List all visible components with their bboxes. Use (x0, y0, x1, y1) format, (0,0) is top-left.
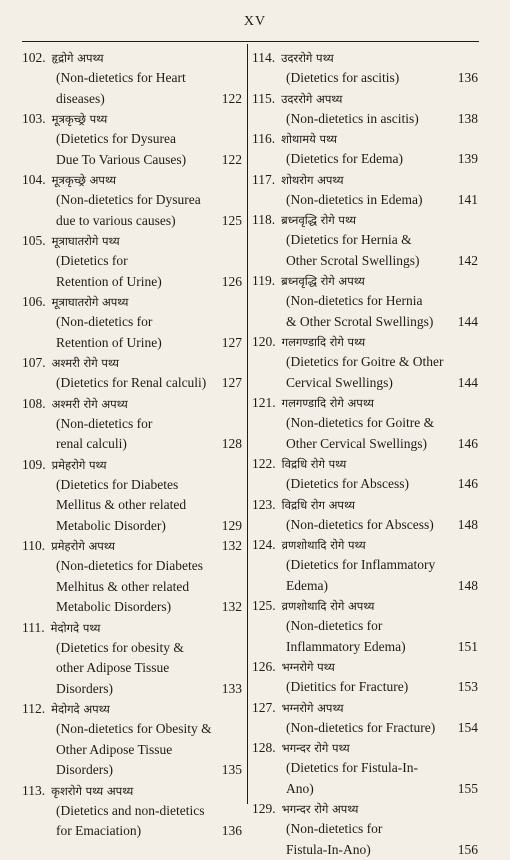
toc-entry (22, 394, 244, 455)
entry-heading (22, 292, 244, 312)
entry-english-line: Retention of Urine) 126 (22, 272, 244, 293)
page-number: XV (0, 14, 510, 30)
toc-entry (252, 332, 480, 393)
entry-heading (22, 618, 244, 638)
entry-hindi-title: भगन्दर रोगे पथ्य (282, 741, 350, 755)
entry-english-line: (Non-dietetics in Edema) 141 (252, 190, 480, 211)
entry-page-number: 148 (458, 515, 478, 536)
entry-number: 103. (22, 109, 46, 129)
entry-english-line: (Dietetics for ascitis) 136 (252, 68, 480, 89)
entry-english-line: Mellitus & other related (22, 495, 244, 516)
entry-heading (22, 455, 244, 475)
entry-number: 128. (252, 738, 276, 758)
toc-entry (252, 596, 480, 657)
entry-page-number: 138 (458, 109, 478, 130)
entry-english-line: (Non-dietetics for Obesity & (22, 719, 244, 740)
entry-heading (252, 454, 480, 474)
entry-number: 126. (252, 657, 276, 677)
entry-heading (252, 271, 480, 291)
entry-page-number: 132 (222, 597, 242, 618)
toc-entry (252, 89, 480, 130)
toc-entry (252, 495, 480, 536)
entry-page-number: 125 (222, 211, 242, 232)
toc-entry (22, 292, 244, 353)
entry-page-number: 144 (458, 373, 478, 394)
entry-heading (252, 89, 480, 109)
entry-page-number: 128 (222, 434, 242, 455)
entry-page-number: 126 (222, 272, 242, 293)
entry-heading (22, 48, 244, 68)
entry-english-line: Other Scrotal Swellings) 142 (252, 251, 480, 272)
entry-hindi-title: भगन्दर रोगे अपथ्य (282, 802, 359, 816)
entry-page-number: 127 (222, 333, 242, 354)
entry-page-number: 136 (222, 821, 242, 842)
toc-entry (22, 353, 244, 394)
entry-english-line: (Non-dietetics for (22, 414, 244, 435)
entry-english-line: (Non-dietetics for Dysurea (22, 190, 244, 211)
entry-hindi-title: व्रणशोथादि रोगे पथ्य (282, 538, 366, 552)
entry-heading (22, 353, 244, 373)
toc-entry (252, 454, 480, 495)
entry-number: 112. (22, 699, 45, 719)
entry-english-line: Edema) 148 (252, 576, 480, 597)
entry-number: 116. (252, 129, 275, 149)
entry-english-line: (Dietetics for Goitre & Other (252, 352, 480, 373)
entry-page-number: 141 (458, 190, 478, 211)
entry-page-number: 132 (222, 536, 242, 556)
entry-page-number: 154 (458, 718, 478, 739)
entry-hindi-title: उदररोगे पथ्य (281, 51, 334, 65)
toc-entry (22, 170, 244, 231)
entry-heading (22, 699, 244, 719)
entry-heading (252, 657, 480, 677)
toc-entry (22, 699, 244, 781)
entry-hindi-title: मूत्राघातरोगे पथ्य (52, 234, 120, 248)
entry-english-line: Fistula-In-Ano) 156 (252, 840, 480, 860)
entry-hindi-title: प्रमेहरोगे अपथ्य (51, 539, 115, 553)
entry-number: 123. (252, 495, 276, 515)
entry-page-number: 151 (458, 637, 478, 658)
entry-english-line: Retention of Urine) 127 (22, 333, 244, 354)
entry-english-line: Cervical Swellings) 144 (252, 373, 480, 394)
entry-hindi-title: भग्नरोगे पथ्य (282, 660, 335, 674)
entry-english-line: (Dietetics for Fistula-In- (252, 758, 480, 779)
entry-number: 104. (22, 170, 46, 190)
entry-heading (22, 109, 244, 129)
entry-hindi-title: ब्रध्नवृद्धि रोगे अपथ्य (281, 274, 365, 288)
entry-number: 119. (252, 271, 275, 291)
entry-number: 118. (252, 210, 275, 230)
entry-english-line: Inflammatory Edema) 151 (252, 637, 480, 658)
entry-english-line: (Non-dietetics for Goitre & (252, 413, 480, 434)
toc-entry (252, 271, 480, 332)
entry-page-number: 146 (458, 474, 478, 495)
entry-page-number: 135 (222, 760, 242, 781)
entry-page-number: 148 (458, 576, 478, 597)
entry-heading (252, 48, 480, 68)
entry-english-line: (Non-dietetics in ascitis) 138 (252, 109, 480, 130)
entry-heading (252, 535, 480, 555)
entry-english-line: (Dietetics for Edema) 139 (252, 149, 480, 170)
toc-entry (252, 799, 480, 860)
entry-hindi-title: मेदोगदे पथ्य (51, 621, 101, 635)
entry-heading (22, 170, 244, 190)
entry-hindi-title: शोथरोग अपथ्य (281, 173, 343, 187)
entry-heading (252, 332, 480, 352)
entry-hindi-title: कृशरोगे पथ्य अपथ्य (51, 784, 133, 798)
entry-english-line: (Non-dietetics for Hernia (252, 291, 480, 312)
toc-entry (252, 393, 480, 454)
entry-number: 106. (22, 292, 46, 312)
entry-page-number: 153 (458, 677, 478, 698)
entry-hindi-title: अश्मरी रोगे पथ्य (52, 356, 119, 370)
entry-hindi-title: व्रणशोथादि रोगे अपथ्य (282, 599, 375, 613)
entry-heading (252, 495, 480, 515)
entry-page-number: 155 (458, 779, 478, 800)
entry-heading (252, 129, 480, 149)
entry-hindi-title: भग्नरोगे अपथ्य (282, 701, 344, 715)
toc-entry (252, 738, 480, 799)
entry-page-number: 139 (458, 149, 478, 170)
entry-english-line: Due To Various Causes) 122 (22, 150, 244, 171)
entry-number: 121. (252, 393, 276, 413)
toc-entry (22, 231, 244, 292)
toc-left-column (22, 48, 244, 842)
entry-english-line: Metabolic Disorder) 129 (22, 516, 244, 537)
entry-hindi-title: गलगण्डादि रोगे पथ्य (282, 335, 366, 349)
entry-english-line: renal calculi) 128 (22, 434, 244, 455)
entry-number: 102. (22, 48, 46, 68)
entry-heading (252, 170, 480, 190)
entry-english-line: (Non-dietetics for Heart (22, 68, 244, 89)
entry-english-line: Other Cervical Swellings) 146 (252, 434, 480, 455)
entry-page-number: 144 (458, 312, 478, 333)
toc-entry (252, 48, 480, 89)
header-rule (22, 41, 479, 42)
entry-hindi-title: हृद्रोगे अपथ्य (52, 51, 104, 65)
toc-right-column (252, 48, 480, 860)
entry-heading (252, 210, 480, 230)
entry-number: 108. (22, 394, 46, 414)
entry-heading (252, 738, 480, 758)
entry-hindi-title: मूत्रकृच्छ्रे पथ्य (52, 112, 108, 126)
entry-heading (22, 231, 244, 251)
entry-english-line: (Dietetics for obesity & (22, 638, 244, 659)
entry-english-line: Melhitus & other related (22, 577, 244, 598)
entry-number: 124. (252, 535, 276, 555)
entry-heading (22, 781, 244, 801)
entry-english-line: (Dietetics for Hernia & (252, 230, 480, 251)
entry-heading (22, 394, 244, 414)
toc-entry (22, 48, 244, 109)
entry-english-line: diseases) 122 (22, 89, 244, 110)
entry-number: 114. (252, 48, 275, 68)
toc-entry (252, 698, 480, 739)
entry-heading (252, 596, 480, 616)
toc-entry (22, 536, 244, 618)
entry-number: 107. (22, 353, 46, 373)
entry-number: 127. (252, 698, 276, 718)
toc-entry (22, 109, 244, 170)
entry-english-line: (Non-dietetics for (252, 819, 480, 840)
toc-entry (252, 129, 480, 170)
entry-hindi-title: विद्रधि रोग अपथ्य (282, 498, 355, 512)
entry-hindi-title: गलगण्डादि रोगे अपथ्य (282, 396, 374, 410)
entry-number: 117. (252, 170, 275, 190)
entry-page-number: 129 (222, 516, 242, 537)
entry-page-number: 133 (222, 679, 242, 700)
entry-english-line: Ano) 155 (252, 779, 480, 800)
entry-english-line: & Other Scrotal Swellings) 144 (252, 312, 480, 333)
toc-entry (252, 210, 480, 271)
entry-number: 129. (252, 799, 276, 819)
entry-page-number: 136 (458, 68, 478, 89)
entry-english-line: due to various causes) 125 (22, 211, 244, 232)
entry-number: 113. (22, 781, 45, 801)
entry-heading (22, 536, 244, 556)
entry-english-line: (Non-dietetics for (252, 616, 480, 637)
entry-english-line: (Non-dietetics for (22, 312, 244, 333)
entry-hindi-title: मूत्राघातरोगे अपथ्य (52, 295, 129, 309)
entry-page-number: 122 (222, 150, 242, 171)
entry-heading (252, 393, 480, 413)
toc-entry (22, 781, 244, 842)
column-divider (247, 44, 248, 804)
entry-english-line: (Dietetics for Renal calculi) 127 (22, 373, 244, 394)
entry-number: 125. (252, 596, 276, 616)
entry-hindi-title: प्रमेहरोगे पथ्य (52, 458, 107, 472)
entry-number: 105. (22, 231, 46, 251)
entry-page-number: 142 (458, 251, 478, 272)
entry-hindi-title: ब्रध्नवृद्धि रोगे पथ्य (281, 213, 356, 227)
entry-number: 115. (252, 89, 275, 109)
entry-heading (252, 698, 480, 718)
entry-english-line: (Dietetics for Inflammatory (252, 555, 480, 576)
entry-hindi-title: मेदोगदे अपथ्य (51, 702, 110, 716)
entry-hindi-title: मूत्रकृच्छ्रे अपथ्य (52, 173, 116, 187)
entry-english-line: Metabolic Disorders) 132 (22, 597, 244, 618)
entry-english-line: Disorders) 133 (22, 679, 244, 700)
entry-english-line: (Dietitics for Fracture) 153 (252, 677, 480, 698)
entry-number: 109. (22, 455, 46, 475)
entry-page-number: 156 (458, 840, 478, 860)
toc-entry (252, 170, 480, 211)
entry-english-line: (Non-dietetics for Diabetes (22, 556, 244, 577)
entry-number: 110. (22, 536, 45, 556)
entry-number: 122. (252, 454, 276, 474)
entry-english-line: (Dietetics for Dysurea (22, 129, 244, 150)
toc-entry (252, 657, 480, 698)
entry-page-number: 122 (222, 89, 242, 110)
entry-english-line: (Non-dietetics for Abscess) 148 (252, 515, 480, 536)
toc-entry (22, 618, 244, 700)
entry-english-line: (Dietetics and non-dietetics (22, 801, 244, 822)
entry-english-line: (Dietetics for Abscess) 146 (252, 474, 480, 495)
entry-hindi-title: विद्रधि रोगे पथ्य (282, 457, 347, 471)
entry-page-number: 127 (222, 373, 242, 394)
entry-heading (252, 799, 480, 819)
entry-hindi-title: उदररोगे अपथ्य (281, 92, 342, 106)
entry-english-line: for Emaciation) 136 (22, 821, 244, 842)
entry-number: 111. (22, 618, 45, 638)
entry-number: 120. (252, 332, 276, 352)
entry-hindi-title: शोथामये पथ्य (281, 132, 337, 146)
entry-page-number: 146 (458, 434, 478, 455)
toc-entry (22, 455, 244, 537)
entry-english-line: (Dietetics for (22, 251, 244, 272)
entry-english-line: (Dietetics for Diabetes (22, 475, 244, 496)
toc-entry (252, 535, 480, 596)
entry-english-line: other Adipose Tissue (22, 658, 244, 679)
entry-english-line: (Non-dietetics for Fracture) 154 (252, 718, 480, 739)
entry-english-line: Disorders) 135 (22, 760, 244, 781)
entry-hindi-title: अश्मरी रोगे अपथ्य (52, 397, 128, 411)
entry-english-line: Other Adipose Tissue (22, 740, 244, 761)
